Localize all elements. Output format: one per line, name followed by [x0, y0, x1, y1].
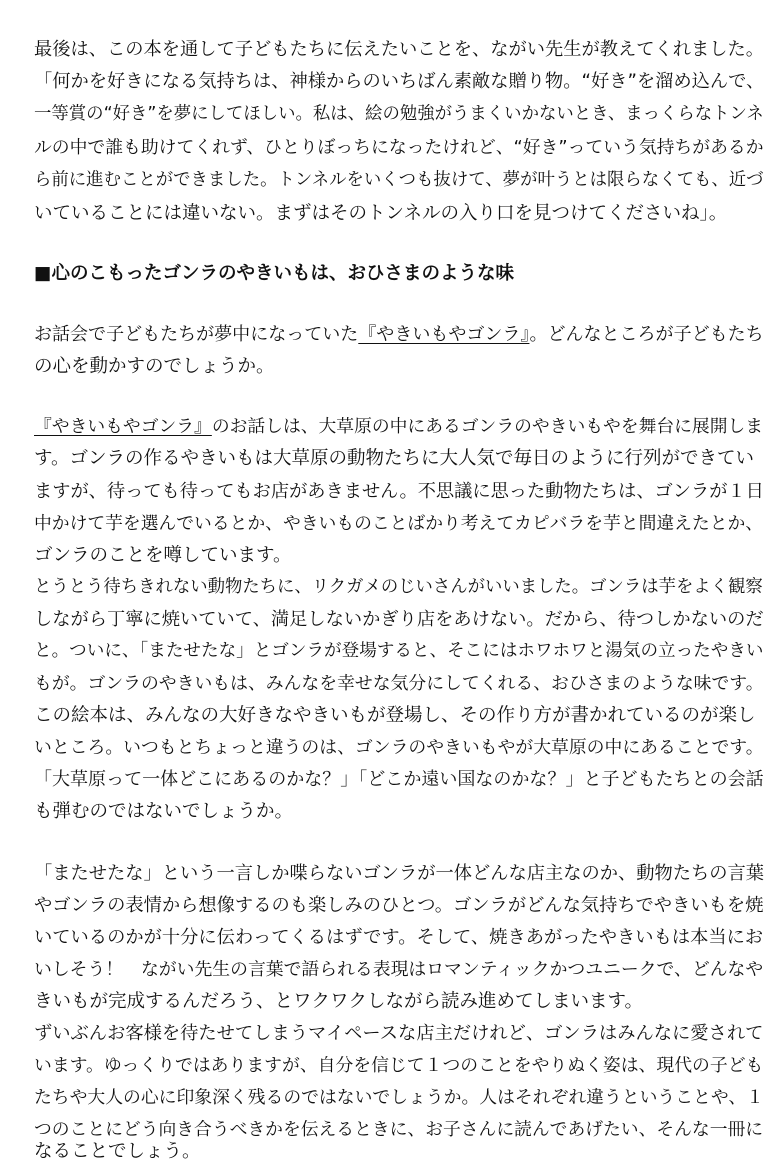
closing-line: ずいぶんお客様を待たせてしまうマイペースな店主だけれど、ゴンラはみんなに愛されて	[34, 1023, 764, 1044]
story-line: しながら丁寧に焼いていて、満足しないかぎり店をあけない。だから、待つしかないのだ	[34, 609, 764, 630]
book-title-link: 『やきいもやゴンラ』	[34, 416, 212, 437]
question-text-before: お話会で子どもたちが夢中になっていた	[34, 324, 359, 345]
closing-line: きいもが完成するんだろう、とワクワクしながら読み進めてしまいます。	[34, 991, 644, 1012]
closing-line: いているのかが十分に伝わってくるはずです。そして、焼きあがったやきいもは本当にお	[34, 927, 764, 948]
closing-line: います。ゆっくりではありますが、自分を信じて１つのことをやりぬく姿は、現代の子ども	[34, 1055, 764, 1076]
story-line	[34, 411, 764, 442]
story-line: ゴンラのことを噂しています。	[34, 545, 292, 566]
closing-line: たちや大人の心に印象深く残るのではないでしょうか。人はそれぞれ違うということや、１	[34, 1087, 764, 1108]
intro-line: ルの中で誰も助けてくれず、ひとりぼっちになったけれど、“好き”っていう気持ちがあるか	[34, 137, 764, 158]
story-line: ますが、待っても待ってもお店があきません。不思議に思った動物たちは、ゴンラが１日	[34, 481, 764, 502]
story-line: 中かけて芋を選んでいるとか、やきいものことばかり考えてカピバラを芋と間違えたとか、	[34, 513, 764, 534]
book-title-link: 『やきいもやゴンラ』	[358, 324, 530, 345]
story-text: のお話しは、大草原の中にあるゴンラのやきいもやを舞台に展開しま	[211, 416, 764, 437]
closing-line: やゴンラの表情から想像するのも楽しみのひとつ。ゴンラがどんな気持ちでやきいもを焼	[34, 895, 764, 916]
story-line: も弾むのではないでしょうか。	[34, 801, 294, 822]
story-line: もが。ゴンラのやきいもは、みんなを幸せな気分にしてくれる、おひさまのような味です。	[34, 673, 764, 694]
story-line: す。ゴンラの作るやきいもは大草原の動物たちに大人気で毎日のように行列ができてい	[34, 448, 755, 469]
section-heading: ■心のこもったゴンラのやきいもは、おひさまのような味	[34, 263, 514, 284]
question-line	[34, 319, 764, 350]
closing-line: 「またせたな」という一言しか喋らないゴンラが一体どんな店主なのか、動物たちの言葉	[34, 863, 764, 884]
story-line: と。ついに、「またせたな」とゴンラが登場すると、そこにはホワホワと湯気の立ったやきい	[34, 641, 764, 661]
intro-line: 最後は、この本を通して子どもたちに伝えたいことを、ながい先生が教えてくれました。	[34, 39, 764, 60]
story-line: いところ。いつもとちょっと違うのは、ゴンラのやきいもやが大草原の中にあることです。	[34, 737, 764, 758]
closing-line: つのことにどう向き合うべきかを伝えるときに、お子さんに読んであげたい、そんな一冊に	[34, 1119, 764, 1140]
intro-line: 一等賞の“好き”を夢にしてほしい。私は、絵の勉強がうまくいかないとき、まっくらなトンネ	[34, 104, 764, 124]
question-line: の心を動かすのでしょうか。	[34, 356, 275, 377]
closing-line: いしそう！ ながい先生の言葉で語られる表現はロマンティックかつユニークで、どんなや	[34, 959, 764, 980]
question-text-after: 。どんなところが子どもたち	[529, 324, 764, 345]
story-line: とうとう待ちきれない動物たちに、リクガメのじいさんがいいました。ゴンラは芋をよく観察	[34, 577, 763, 597]
story-line: 「大草原って一体どこにあるのかな？」「どこか遠い国なのかな？」と子どもたちとの会話	[34, 769, 764, 790]
intro-line: ら前に進むことができました。トンネルをいくつも抜けて、夢が叶うとは限らなくても、近づ	[34, 170, 764, 190]
intro-line: いていることには違いない。まずはそのトンネルの入り口を見つけてくださいね」。	[34, 203, 728, 224]
story-line: この絵本は、みんなの大好きなやきいもが登場し、その作り方が書かれているのが楽し	[34, 705, 756, 726]
intro-line: 「何かを好きになる気持ちは、神様からのいちばん素敵な贈り物。“好き”を溜め込んで、	[34, 71, 765, 92]
closing-line: なることでしょう。	[34, 1141, 201, 1162]
